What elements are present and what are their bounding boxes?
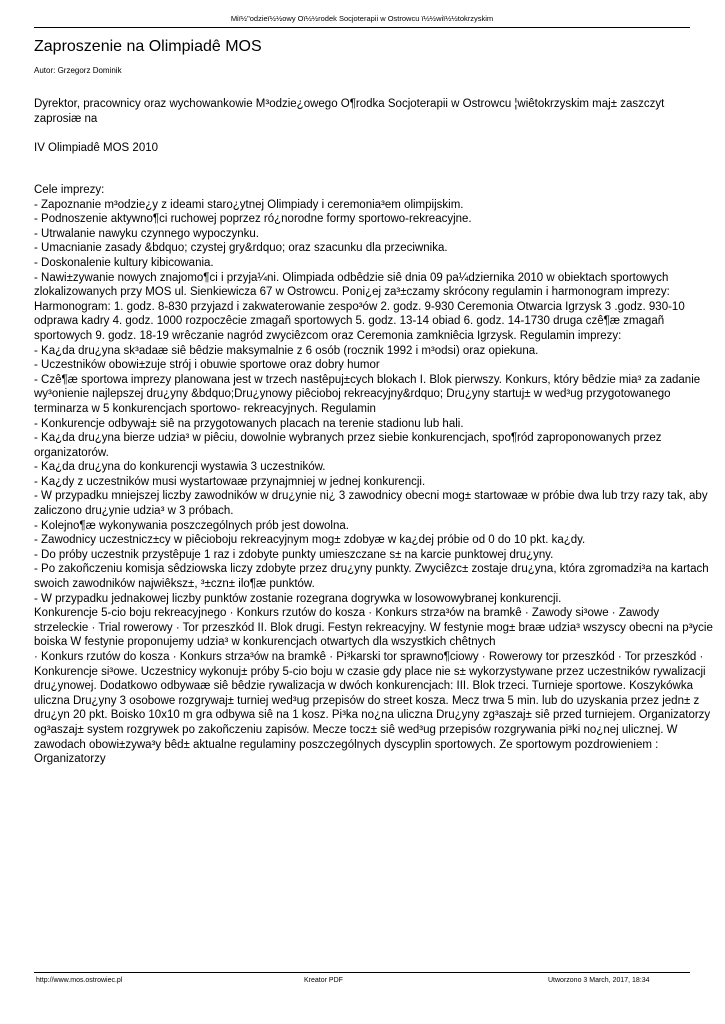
footer-url[interactable]: http://www.mos.ostrowiec.pl — [36, 977, 123, 984]
article-author: Autor: Grzegorz Dominik — [34, 66, 122, 75]
header-divider — [34, 27, 690, 28]
article-title: Zaproszenie na Olimpiadê MOS — [34, 38, 262, 55]
intro-paragraph: Dyrektor, pracownicy oraz wychowankowie M³odzie¿owego O¶rodka Socjoterapii w Ostrowcu ¦wiêtokrzyskim maj± zaszczyt zaprosiæ na — [34, 98, 665, 125]
footer-created-date: Utworzono 3 March, 2017, 18:34 — [548, 977, 650, 984]
footer-generator: Kreator PDF — [304, 977, 343, 984]
article-body: Cele imprezy: - Zapoznanie m³odzie¿y z ideami staro¿ytnej Olimpiady i ceremonia³em olimpijskim. - Podnoszenie aktywno¶ci ruchowej poprzez ró¿norodne formy sportowo-rekreacyjne. - Utrwalanie nawyku czynnego wypoczynku. - Umacnianie zasady &bdquo; czystej gry&rdquo; oraz szacunku dla przeciwnika. - Doskonalenie kultury kibicowania. - Nawi±zywanie nowych znajomo¶ci i przyja¼ni. Olimpiada odbêdzie siê dnia 09 pa¼dziernika 2010 w obiektach sportowych zlokalizowanych przy MOS ul. Sienkiewicza 67 w Ostrowcu. Poni¿ej za³±czamy skrócony regulamin i harmonogram imprezy: Harmonogram: 1. godz. 8-830 przyjazd i zakwaterowanie zespo³ów 2. godz. 9-930 Ceremonia Otwarcia Igrzysk 3 .godz. 930-10 odprawa kadry 4. godz. 1000 rozpoczêcie zmagañ sportowych 5. godz. 13-14 obiad 6. godz. 14-1730 druga czê¶æ zmagañ sportowych 9. godz. 18-19 wrêczanie nagród zwyciêzcom oraz Ceremonia zamkniêcia Igrzysk. Regulamin imprezy: - Ka¿da dru¿yna sk³adaæ siê bêdzie maksymalnie z 6 osób (rocznik 1992 i m³odsi) oraz opiekuna. - Uczestników obowi±zuje strój i obuwie sportowe oraz dobry humor - Czê¶æ sportowa imprezy planowana jest w trzech nastêpuj±cych blokach I. Blok pierwszy. Konkurs, który bêdzie mia³ za zadanie wy³onienie najlepszej dru¿yny &bdquo;Dru¿ynowy piêcioboj rekreacyjny&rdquo; Dru¿yny startuj± w wed³ug przygotowanego terminarza w 5 konkurencjach sportowo- rekreacyjnych. Regulamin - Konkurencje odbywaj± siê na przygotowanych placach na terenie stadionu lub hali. - Ka¿da dru¿yna bierze udzia³ w piêciu, dowolnie wybranych przez siebie konkurencjach, spo¶ród zaproponowanych przez organizatorów. - Ka¿da dru¿yna do konkurencji wystawia 3 uczestników. - Ka¿dy z uczestników musi wystartowaæ przynajmniej w jednej konkurencji. - W przypadku mniejszej liczby zawodników w dru¿ynie ni¿ 3 zawodnicy obecni mog± startowaæ w próbie dwa lub trzy razy tak, aby zaliczono dru¿ynie udzia³ w 3 próbach. - Kolejno¶æ wykonywania poszczególnych prób jest dowolna. - Zawodnicy uczestnicz±cy w piêcioboju rekreacyjnym mog± zdobyæ w ka¿dej próbie od 0 do 10 pkt. ka¿dy. - Do próby uczestnik przystêpuje 1 raz i zdobyte punkty umieszczane s± na karcie punktowej dru¿yny. - Po zakoñczeniu komisja sêdziowska liczy zdobyte przez dru¿yny punkty. Zwyciêzc± zostaje dru¿yna, która zgromadzi³a na kartach swoich zawodników najwiêksz±, ³±czn± ilo¶æ punktów. - W przypadku jednakowej liczby punktów zostanie rozegrana dogrywka w losowowybranej konkurencji. Konkurencje 5-cio boju rekreacyjnego · Konkurs rzutów do kosza · Konkurs strza³ów na bramkê · Zawody si³owe · Zawody strzeleckie · Trial rowerowy · Tor przeszkód II. Blok drugi. Festyn rekreacyjny. W festynie mog± braæ udzia³ wszyscy obecni na p³ycie boiska W festynie proponujemy udzia³ w konkurencjach otwartych dla wszystkich chêtnych · Konkurs rzutów do kosza · Konkurs strza³ów na bramkê · Pi³karski tor sprawno¶ciowy · Rowerowy tor przeszkód · Tor przeszkód · Konkurencje si³owe. Uczestnicy wykonuj± próby 5-cio boju w czasie gdy place nie s± wykorzystywane przez uczestników rywalizacji dru¿ynowej. Dodatkowo odbywaæ siê bêdzie rywalizacja w dwóch konkurencjach: III. Blok trzeci. Turnieje sportowe. Koszykówka uliczna Dru¿yny 3 osobowe rozgrywaj± turniej wed³ug przepisów do street kosza. Mecz trwa 5 min. lub do uzyskania przez jedn± z dru¿yn 20 pkt. Boisko 10x10 m gra odbywa siê na 1 kosz. Pi³ka no¿na uliczna Dru¿yny zg³aszaj± siê przed turniejem. Organizatorzy og³aszaj± system rozgrywek po zakoñczeniu zapisów. Mecze tocz± siê wed³ug przepisów rozgrywania pi³ki no¿nej ulicznej. W zawodach obowi±zywa³y bêd± aktualne regulaminy poszczególnych dyscyplin sportowych. Ze sportowym pozdrowieniem : Organizatorzy — [34, 184, 713, 766]
event-name: IV Olimpiadê MOS 2010 — [34, 142, 159, 154]
page-header: Miï½"odzieï½½owy Oï½½rodek Socjoterapii w Ostrowcu ï½½wiï½½tokrzyskim — [230, 14, 494, 23]
footer-divider — [34, 972, 690, 973]
